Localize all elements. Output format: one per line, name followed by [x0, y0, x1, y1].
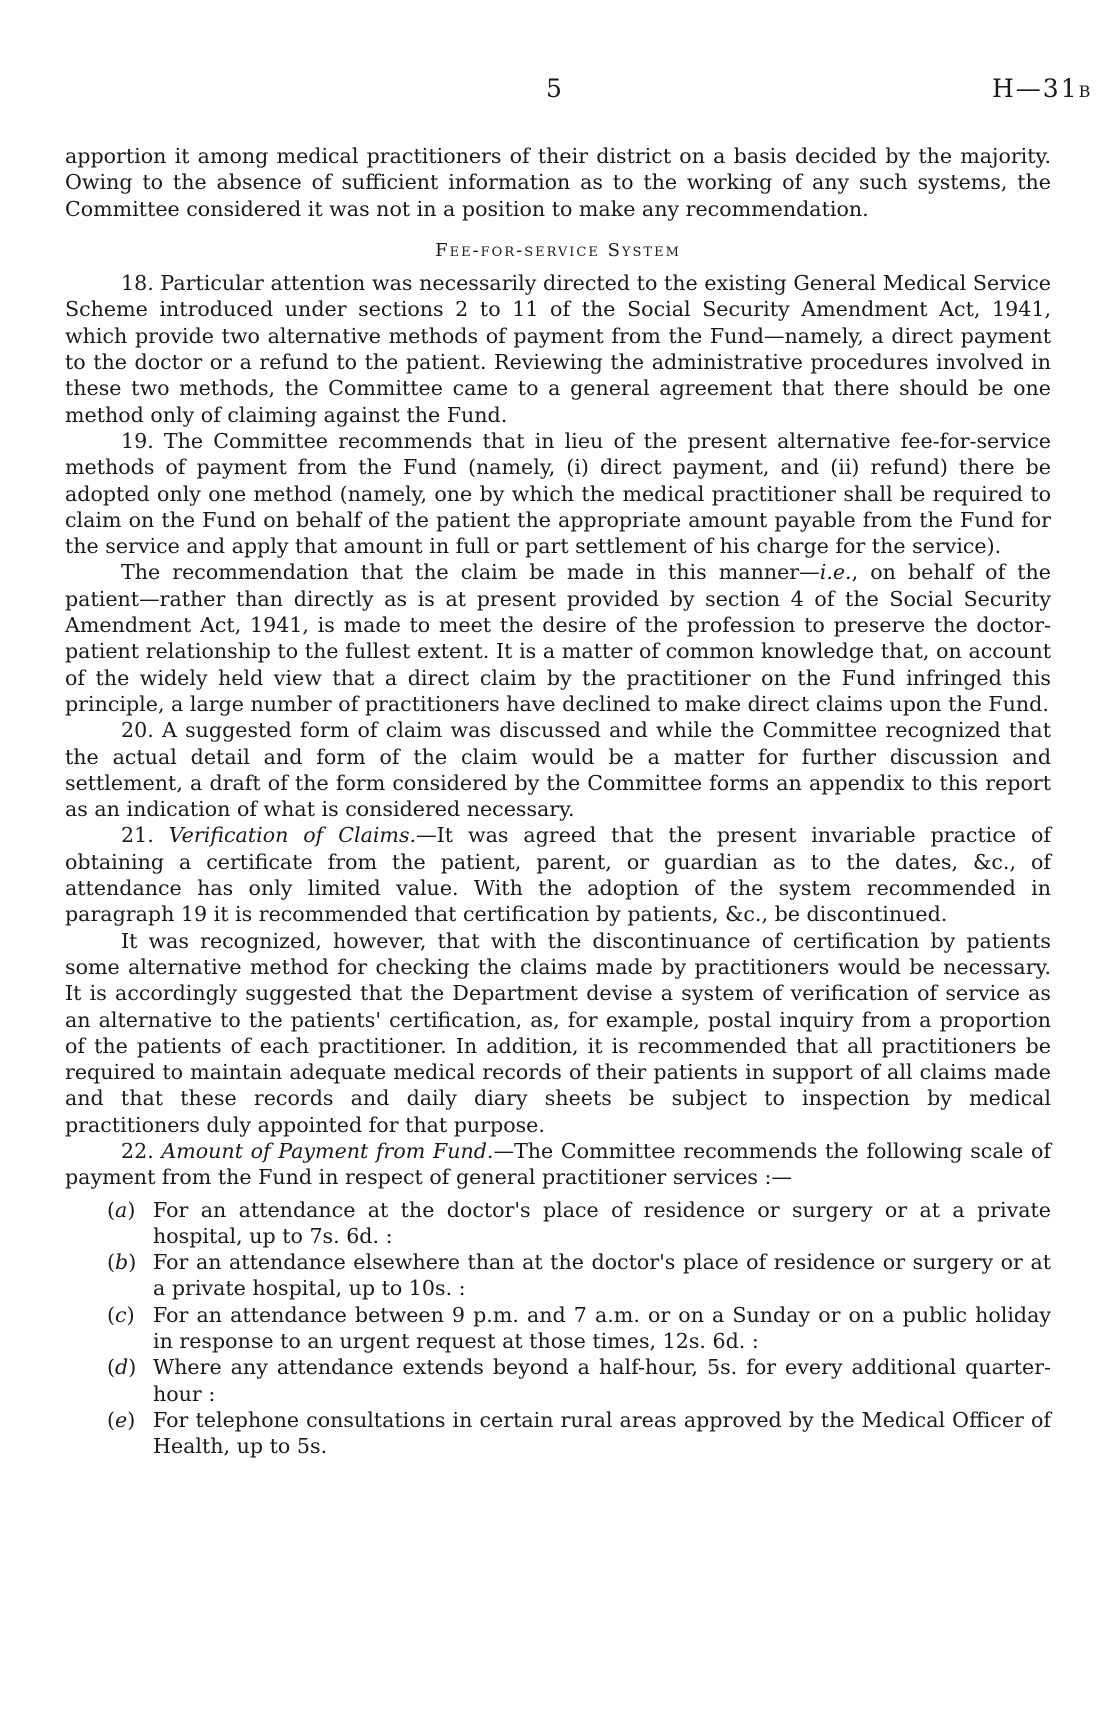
payment-scale-item — [65, 1197, 1051, 1250]
paragraph-19-explanation — [65, 559, 1051, 717]
list-item-text: For an attendance elsewhere than at the doctor's place of residence or surgery or at a private hospital, up to 10s. : — [153, 1250, 1051, 1301]
list-marker: (d) — [107, 1355, 137, 1380]
paragraph-21-number: 21. — [121, 823, 154, 848]
paragraph-22-number: 22. — [121, 1138, 154, 1163]
payment-scale-item — [65, 1407, 1051, 1460]
paragraph-19-explanation-ie: i.e. — [819, 560, 852, 585]
list-item-text: For an attendance at the doctor's place of residence or surgery or at a private hospital, up to 7s. 6d. : — [153, 1197, 1051, 1248]
paragraph-19-explanation-part1: The recommendation that the claim be made in this manner— — [121, 560, 820, 585]
paragraph-21 — [65, 822, 1051, 927]
document-reference-main: H—31 — [992, 74, 1079, 103]
payment-scale-item — [65, 1249, 1051, 1302]
paragraph-21-title: Verification of Claims. — [168, 823, 417, 848]
section-heading-text: Fee-for-service System — [435, 239, 681, 261]
paragraph-21-continued: It was recognized, however, that with the discontinuance of certification by patients some alternative method for checking the claims made by practitioners would be necessary. It is accordingly suggested that the Department devise a system of verification of service as an alternative to the patients' certification, as, for example, postal inquiry from a proportion of the patients of each practitioner. In addition, it is recommended that all practitioners be required to maintain adequate medical records of their patients in support of all claims made and that these records and daily diary sheets be subject to inspection by medical practitioners duly appointed for that purpose. — [65, 928, 1051, 1137]
document-reference-sub: B — [1078, 82, 1091, 101]
paragraph-18: 18. Particular attention was necessarily directed to the existing General Medical Service Scheme introduced under sections 2 to 11 of the Social Security Amendment Act, 1941, which provide two alternative methods of payment from the Fund—namely, a direct payment to the doctor or a refund to the patient. Reviewing the administrative procedures involved in these two methods, the Committee came to a general agreement that there should be one method only of claiming against the Fund. — [65, 271, 1051, 427]
list-marker: (b) — [107, 1250, 137, 1275]
list-item-text: For an attendance between 9 p.m. and 7 a.m. or on a Sunday or on a public holiday in response to an urgent request at those times, 12s. 6d. : — [153, 1302, 1051, 1354]
list-marker: (a) — [107, 1197, 136, 1222]
paragraph-22 — [65, 1138, 1051, 1191]
payment-scale-list — [65, 1197, 1051, 1460]
paragraph-21-body: —It was agreed that the present invariable practice of obtaining a certificate from the patient, parent, or guardian as to the dates, &c., of attendance has only limited value. With the adoption of the system recommended in paragraph 19 it is recommended that certification by patients, &c., be discontinued. — [65, 823, 1051, 927]
document-body — [65, 143, 1051, 1460]
paragraph-20: 20. A suggested form of claim was discussed and while the Committee recognized that the actual detail and form of the claim would be a matter for further discussion and settlement, a draft of the form considered by the Committee forms an appendix to this report as an indication of what is considered necessary. — [65, 718, 1051, 822]
list-item-text: For telephone consultations in certain rural areas approved by the Medical Officer of Health, up to 5s. — [153, 1407, 1051, 1459]
payment-scale-item — [65, 1302, 1051, 1355]
section-heading — [65, 238, 1051, 264]
list-marker: (c) — [107, 1302, 135, 1327]
list-marker: (e) — [107, 1407, 136, 1432]
paragraph-22-body: —The Committee recommends the following scale of payment from the Fund in respect of general practitioner services :— — [65, 1138, 1051, 1190]
paragraph-22-title: Amount of Payment from Fund. — [161, 1138, 494, 1163]
paragraph-19: 19. The Committee recommends that in lieu of the present alternative fee-for-service methods of payment from the Fund (namely, (i) direct payment, and (ii) refund) there be adopted only one method (namely, one by which the medical practitioner shall be required to claim on the Fund on behalf of the patient the appropriate amount payable from the Fund for the service and apply that amount in full or part settlement of his charge for the service). — [65, 428, 1051, 559]
payment-scale-item — [65, 1354, 1051, 1407]
list-item-text: Where any attendance extends beyond a half-hour, 5s. for every additional quarter-hour : — [153, 1355, 1051, 1406]
page-number: 5 — [546, 74, 562, 103]
paragraph-19-explanation-part2: , on behalf of the patient—rather than directly as is at present provided by section 4 of the Social Security Amendment Act, 1941, is made to meet the desire of the profession to preserve the doctor-patient relationship to the fullest extent. It is a matter of common knowledge that, on account of the widely held view that a direct claim by the practitioner on the Fund infringed this principle, a large number of practitioners have declined to make direct claims upon the Fund. — [65, 560, 1051, 716]
paragraph-continuation: apportion it among medical practitioners of their district on a basis decided by the majority. Owing to the absence of sufficient information as to the working of any such systems, the Committee considered it was not in a position to make any recommendation. — [65, 144, 1051, 221]
document-reference — [992, 74, 1090, 103]
